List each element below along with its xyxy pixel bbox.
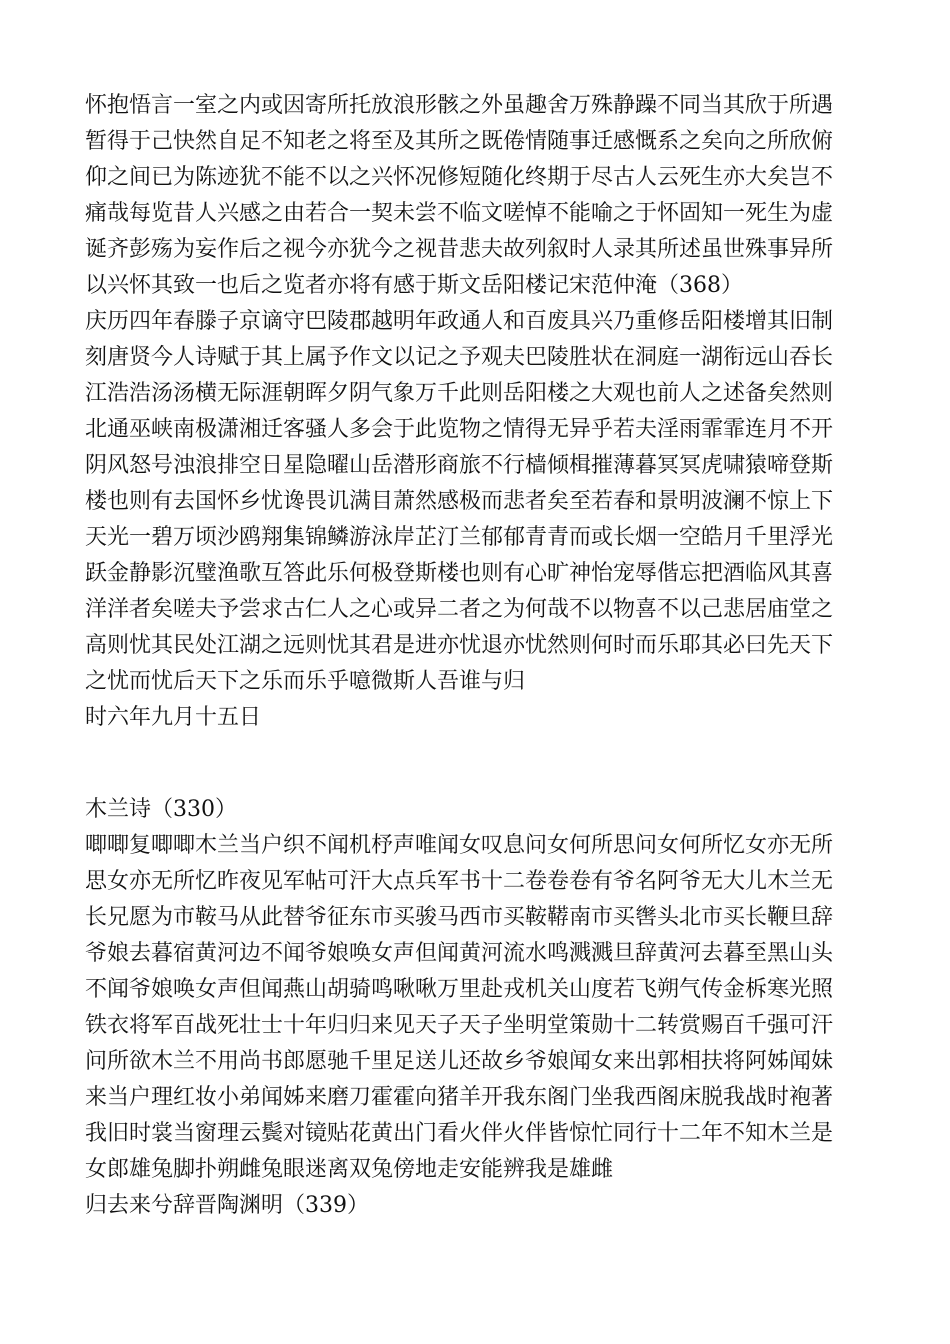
text-line: 庆历四年春滕子京谪守巴陵郡越明年政通人和百废具兴乃重修岳阳楼增其旧制	[85, 309, 834, 334]
text-line: 楼也则有去国怀乡忧谗畏讥满目萧然感极而悲者矣至若春和景明波澜不惊上下	[85, 489, 834, 514]
text-line: 问所欲木兰不用尚书郎愿驰千里足送儿还故乡爷娘闻女来出郭相扶将阿姊闻妹	[85, 1049, 834, 1074]
text-line: 洋洋者矣嗟夫予尝求古仁人之心或异二者之为何哉不以物喜不以己悲居庙堂之	[85, 597, 834, 622]
text-line: 长兄愿为市鞍马从此替爷征东市买骏马西市买鞍鞯南市买辔头北市买长鞭旦辞	[85, 905, 834, 930]
section-heading-line: 归去来兮辞晋陶渊明（339）	[85, 1193, 369, 1218]
text-line: 怀抱悟言一室之内或因寄所托放浪形骸之外虽趣舍万殊静躁不同当其欣于所遇	[85, 93, 834, 118]
text-line: 阴风怒号浊浪排空日星隐曜山岳潜形商旅不行樯倾楫摧薄暮冥冥虎啸猿啼登斯	[85, 453, 834, 478]
text-block-mulan-poem	[85, 792, 875, 1224]
text-line: 天光一碧万顷沙鸥翔集锦鳞游泳岸芷汀兰郁郁青青而或长烟一空皓月千里浮光	[85, 525, 834, 550]
text-line: 刻唐贤今人诗赋于其上属予作文以记之予观夫巴陵胜状在洞庭一湖衔远山吞长	[85, 345, 834, 370]
text-line: 来当户理红妆小弟闻姊来磨刀霍霍向猪羊开我东阁门坐我西阁床脱我战时袍著	[85, 1085, 834, 1110]
section-heading-line: 木兰诗（330）	[85, 797, 237, 822]
text-line: 仰之间已为陈迹犹不能不以之兴怀况修短随化终期于尽古人云死生亦大矣岂不	[85, 165, 834, 190]
text-line: 江浩浩汤汤横无际涯朝晖夕阴气象万千此则岳阳楼之大观也前人之述备矣然则	[85, 381, 834, 406]
text-line: 铁衣将军百战死壮士十年归归来见天子天子坐明堂策勋十二转赏赐百千强可汗	[85, 1013, 834, 1038]
text-line: 爷娘去暮宿黄河边不闻爷娘唤女声但闻黄河流水鸣溅溅旦辞黄河去暮至黑山头	[85, 941, 834, 966]
text-line: 思女亦无所忆昨夜见军帖可汗大点兵军书十二卷卷卷有爷名阿爷无大儿木兰无	[85, 869, 834, 894]
text-line: 我旧时裳当窗理云鬓对镜贴花黄出门看火伴火伴皆惊忙同行十二年不知木兰是	[85, 1121, 834, 1146]
text-line: 女郎雄兔脚扑朔雌兔眼迷离双兔傍地走安能辨我是雄雌	[85, 1157, 614, 1182]
text-line: 唧唧复唧唧木兰当户织不闻机杼声唯闻女叹息问女何所思问女何所忆女亦无所	[85, 833, 834, 858]
text-line: 诞齐彭殇为妄作后之视今亦犹今之视昔悲夫故列叙时人录其所述虽世殊事异所	[85, 237, 834, 262]
text-line: 不闻爷娘唤女声但闻燕山胡骑鸣啾啾万里赴戎机关山度若飞朔气传金柝寒光照	[85, 977, 834, 1002]
text-line: 痛哉每览昔人兴感之由若合一契未尝不临文嗟悼不能喻之于怀固知一死生为虚	[85, 201, 834, 226]
text-block-lanting-and-yueyanglou	[85, 88, 875, 736]
text-line: 暂得于己快然自足不知老之将至及其所之既倦情随事迁感慨系之矣向之所欣俯	[85, 129, 834, 154]
text-line: 北通巫峡南极潇湘迁客骚人多会于此览物之情得无异乎若夫淫雨霏霏连月不开	[85, 417, 834, 442]
text-line: 之忧而忧后天下之乐而乐乎噫微斯人吾谁与归	[85, 669, 526, 694]
text-line: 高则忧其民处江湖之远则忧其君是进亦忧退亦忧然则何时而乐耶其必曰先天下	[85, 633, 834, 658]
section-heading-line: 以兴怀其致一也后之览者亦将有感于斯文岳阳楼记宋范仲淹（368）	[85, 273, 743, 298]
date-line: 时六年九月十五日	[85, 705, 262, 730]
text-line: 跃金静影沉璧渔歌互答此乐何极登斯楼也则有心旷神怡宠辱偕忘把酒临风其喜	[85, 561, 834, 586]
